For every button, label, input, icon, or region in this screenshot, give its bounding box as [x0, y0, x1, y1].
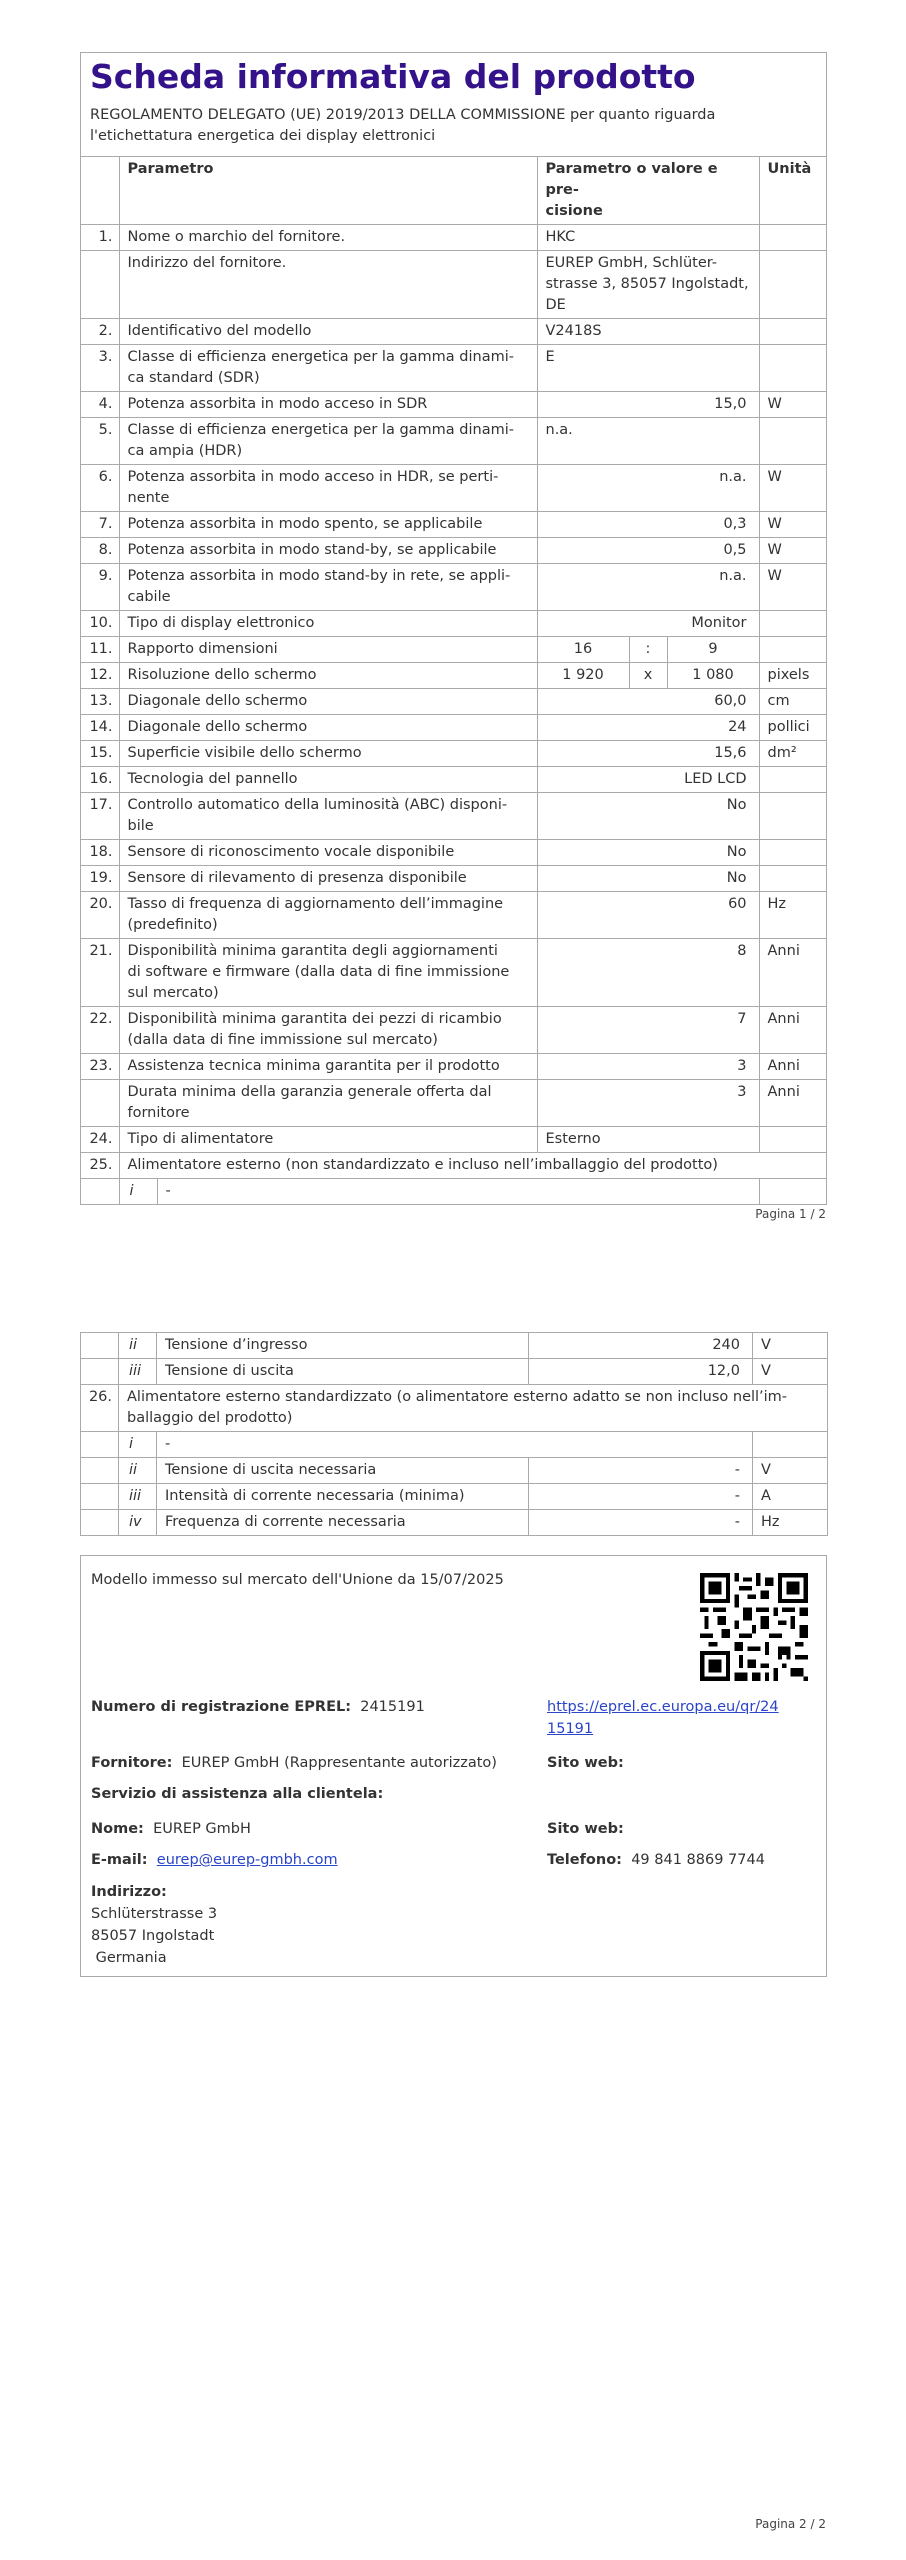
table-row: Indirizzo del fornitore. EUREP GmbH, Schlüter- strasse 3, 85057 Ingolstadt, DE — [81, 250, 826, 318]
supplier-website-label: Sito web: — [547, 1755, 624, 1771]
table-row: 12. Risoluzione dello schermo 1 920 x 1 080 pixels — [81, 662, 826, 688]
table-row: 26. Alimentatore esterno standardizzato (o alimentatore esterno adatto se non incluso nell’im- ballaggio del prodotto) — [81, 1385, 828, 1432]
table-row: i - — [81, 1432, 828, 1458]
header-value: Parametro o valore e pre- cisione — [537, 157, 759, 225]
table-row: ii Tensione di uscita necessaria - V — [81, 1458, 828, 1484]
eprel-link[interactable]: https://eprel.ec.europa.eu/qr/24 15191 — [547, 1699, 779, 1737]
table-row: 18. Sensore di riconoscimento vocale disponibile No — [81, 839, 826, 865]
table-row: 14. Diagonale dello schermo 24 pollici — [81, 714, 826, 740]
table-row: iv Frequenza di corrente necessaria - Hz — [81, 1510, 828, 1536]
table-header-row — [81, 157, 826, 225]
table-row: Durata minima della garanzia generale offerta dal fornitore 3 Anni — [81, 1079, 826, 1126]
table-row: 5. Classe di efficienza energetica per la gamma dinami- ca ampia (HDR) n.a. — [81, 417, 826, 464]
parameter-table-continued — [80, 1332, 827, 1536]
eprel-registration: Numero di registrazione EPREL: 2415191 — [91, 1699, 425, 1715]
page-number: Pagina 1 / 2 — [755, 1207, 826, 1221]
customer-service-heading: Servizio di assistenza alla clientela: — [91, 1786, 384, 1802]
qr-code-icon[interactable] — [700, 1573, 808, 1681]
page-title: Scheda informativa del prodotto — [90, 57, 696, 96]
table-row: 16. Tecnologia del pannello LED LCD — [81, 766, 826, 792]
table-row: 2. Identificativo del modello V2418S — [81, 318, 826, 344]
table-row: ii Tensione d’ingresso 240 V — [81, 1333, 828, 1359]
service-phone-line: Telefono: 49 841 8869 7744 — [547, 1852, 765, 1868]
supplier-info-box — [80, 1555, 827, 1977]
table-row: 6. Potenza assorbita in modo acceso in HDR, se perti- nente n.a. W — [81, 464, 826, 511]
page-number: Pagina 2 / 2 — [755, 2517, 826, 2531]
product-info-sheet — [80, 52, 827, 1205]
service-address: Indirizzo: Schlüterstrasse 3 85057 Ingolstadt Germania — [91, 1884, 218, 1966]
header-unit: Unità — [759, 157, 826, 225]
table-row: 9. Potenza assorbita in modo stand-by in rete, se appli- cabile n.a. W — [81, 563, 826, 610]
table-row: i - — [81, 1178, 826, 1204]
table-row: 15. Superficie visibile dello schermo 15,6 dm² — [81, 740, 826, 766]
table-row: 17. Controllo automatico della luminosità (ABC) disponi- bile No — [81, 792, 826, 839]
table-row: 10. Tipo di display elettronico Monitor — [81, 610, 826, 636]
table-row: 20. Tasso di frequenza di aggiornamento dell’immagine (predefinito) 60 Hz — [81, 891, 826, 938]
page-1 — [0, 0, 906, 1235]
table-row: iii Intensità di corrente necessaria (minima) - A — [81, 1484, 828, 1510]
table-row: 3. Classe di efficienza energetica per la gamma dinami- ca standard (SDR) E — [81, 344, 826, 391]
table-row: 24. Tipo di alimentatore Esterno — [81, 1126, 826, 1152]
table-row: iii Tensione di uscita 12,0 V — [81, 1359, 828, 1385]
parameter-table — [81, 157, 826, 1205]
header-param: Parametro — [119, 157, 537, 225]
email-link[interactable]: eurep@eurep-gmbh.com — [156, 1852, 338, 1868]
table-row: 8. Potenza assorbita in modo stand-by, se applicabile 0,5 W — [81, 537, 826, 563]
service-name-line: Nome: EUREP GmbH — [91, 1821, 251, 1837]
page-2 — [0, 1235, 906, 2560]
table-row: 19. Sensore di rilevamento di presenza disponibile No — [81, 865, 826, 891]
market-date-text: Modello immesso sul mercato dell'Unione da 15/07/2025 — [91, 1572, 504, 1588]
sheet-header — [81, 53, 826, 157]
table-row: 21. Disponibilità minima garantita degli aggiornamenti di software e firmware (dalla data di fine immissione sul mercato) 8 Anni — [81, 938, 826, 1006]
supplier-line: Fornitore: EUREP GmbH (Rappresentante autorizzato) — [91, 1755, 497, 1771]
table-row: 7. Potenza assorbita in modo spento, se applicabile 0,3 W — [81, 511, 826, 537]
table-row: 1. Nome o marchio del fornitore. HKC — [81, 224, 826, 250]
table-row: 22. Disponibilità minima garantita dei pezzi di ricambio (dalla data di fine immissione sul mercato) 7 Anni — [81, 1006, 826, 1053]
table-row: 11. Rapporto dimensioni 16 : 9 — [81, 636, 826, 662]
table-row: 25. Alimentatore esterno (non standardizzato e incluso nell’imballaggio del prodotto) — [81, 1152, 826, 1178]
regulation-subtitle: REGOLAMENTO DELEGATO (UE) 2019/2013 DELLA COMMISSIONE per quanto riguarda l'etichettatura energetica dei display elettronici — [90, 106, 716, 144]
service-website-label: Sito web: — [547, 1821, 624, 1837]
table-row: 4. Potenza assorbita in modo acceso in SDR 15,0 W — [81, 391, 826, 417]
service-email-line: E-mail: eurep@eurep-gmbh.com — [91, 1852, 338, 1868]
table-row: 23. Assistenza tecnica minima garantita per il prodotto 3 Anni — [81, 1053, 826, 1079]
table-row: 13. Diagonale dello schermo 60,0 cm — [81, 688, 826, 714]
